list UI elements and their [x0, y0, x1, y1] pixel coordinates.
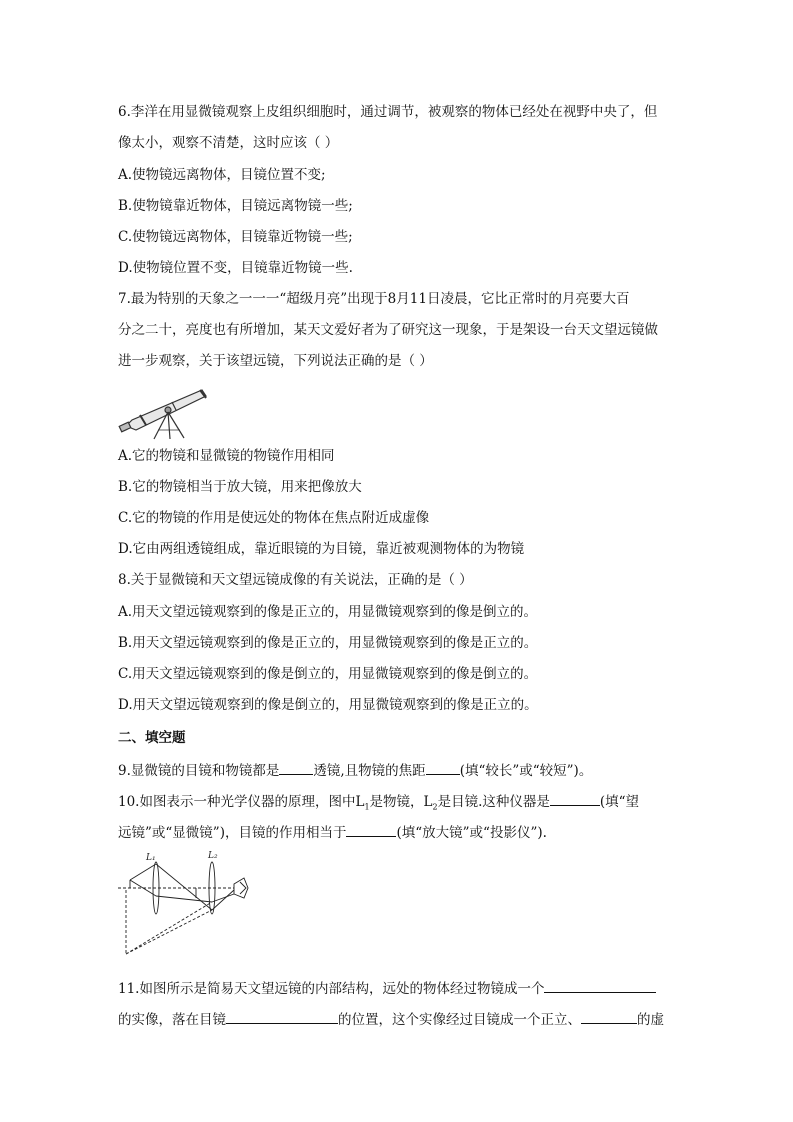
q10-text-1: 10.如图表示一种光学仪器的原理，图中L [118, 794, 365, 810]
q8-option-d: D.用天文望远镜观察到的像是倒立的，用显微镜观察到的像是正立的。 [118, 697, 538, 713]
q6-stem-line2: 像太小，观察不清楚，这时应该（ ） [118, 135, 339, 151]
q9-blank-1[interactable] [279, 760, 313, 775]
q11-blank-2[interactable] [226, 1009, 338, 1024]
lens-label-l1: L₁ [146, 853, 156, 863]
q11-text-4: 的虚 [637, 1012, 664, 1028]
section-heading-fill-in: 二、填空题 [118, 730, 186, 746]
q10-text-2: 是物镜，L [369, 794, 433, 810]
q11-blank-3[interactable] [581, 1009, 637, 1024]
q8-option-b: B.用天文望远镜观察到的像是正立的，用显微镜观察到的像是正立的。 [118, 635, 538, 651]
q11-text-2: 的实像，落在目镜 [118, 1012, 226, 1028]
q9-text-3: (填“较长”或“较短”)。 [459, 763, 593, 779]
q7-stem-line3: 进一步观察，关于该望远镜，下列说法正确的是（ ） [118, 353, 433, 369]
q7-stem-line2: 分之二十，亮度也有所增加，某天文爱好者为了研究这一现象，于是架设一台天文望远镜做 [118, 322, 658, 338]
q10-text-5: 远镜”或“显微镜”)，目镜的作用相当于 [118, 825, 347, 841]
q6-option-a: A.使物镜远离物体，目镜位置不变; [118, 167, 326, 183]
q10-text-3: 是目镜.这种仪器是 [437, 794, 550, 810]
q6-option-d: D.使物镜位置不变，目镜靠近物镜一些. [118, 260, 353, 276]
q6-option-b: B.使物镜靠近物体，目镜远离物镜一些; [118, 198, 353, 214]
q10-text-6: (填“放大镜”或“投影仪”). [396, 825, 547, 841]
optical-instrument-diagram [116, 850, 256, 962]
q9-line [118, 760, 592, 780]
q10-line2 [118, 822, 547, 842]
q9-text-1: 9.显微镜的目镜和物镜都是 [118, 763, 280, 779]
q10-blank-1[interactable] [550, 791, 600, 806]
q6-stem-line1: 6.李洋在用显微镜观察上皮组织细胞时，通过调节，被观察的物体已经处在视野中央了，但 [118, 104, 658, 120]
q6-option-c: C.使物镜远离物体，目镜靠近物镜一些; [118, 229, 353, 245]
q11-text-3: 的位置，这个实像经过目镜成一个正立、 [338, 1012, 581, 1028]
q9-blank-2[interactable] [426, 760, 460, 775]
q10-sub-2: 2 [432, 802, 438, 812]
q10-text-4: (填“望 [599, 794, 640, 810]
q11-text-1: 11.如图所示是简易天文望远镜的内部结构，远处的物体经过物镜成一个 [118, 981, 545, 997]
q7-option-b: B.它的物镜相当于放大镜，用来把像放大 [118, 479, 362, 495]
q10-line1 [118, 791, 639, 817]
q11-line1 [118, 978, 656, 998]
q7-option-a: A.它的物镜和显微镜的物镜作用相同 [118, 448, 335, 464]
q11-line2 [118, 1009, 664, 1029]
q10-blank-2[interactable] [346, 822, 396, 837]
q8-stem: 8.关于显微镜和天文望远镜成像的有关说法，正确的是（ ） [118, 572, 473, 588]
q7-option-c: C.它的物镜的作用是使远处的物体在焦点附近成虚像 [118, 510, 430, 526]
q10-sub-1: 1 [364, 802, 370, 812]
q8-option-c: C.用天文望远镜观察到的像是倒立的，用显微镜观察到的像是倒立的。 [118, 666, 538, 682]
q8-option-a: A.用天文望远镜观察到的像是正立的，用显微镜观察到的像是倒立的。 [118, 604, 538, 620]
q7-stem-line1: 7.最为特别的天象之一一一“超级月亮”出现于8月11日凌晨，它比正常时的月亮要大百 [118, 291, 630, 307]
q9-text-2: 透镜,且物镜的焦距 [313, 763, 426, 779]
lens-label-l2: L₂ [208, 851, 218, 861]
telescope-illustration [116, 382, 212, 440]
q11-blank-1[interactable] [544, 978, 656, 993]
q7-option-d: D.它由两组透镜组成，靠近眼镜的为目镜，靠近被观测物体的为物镜 [118, 541, 525, 557]
